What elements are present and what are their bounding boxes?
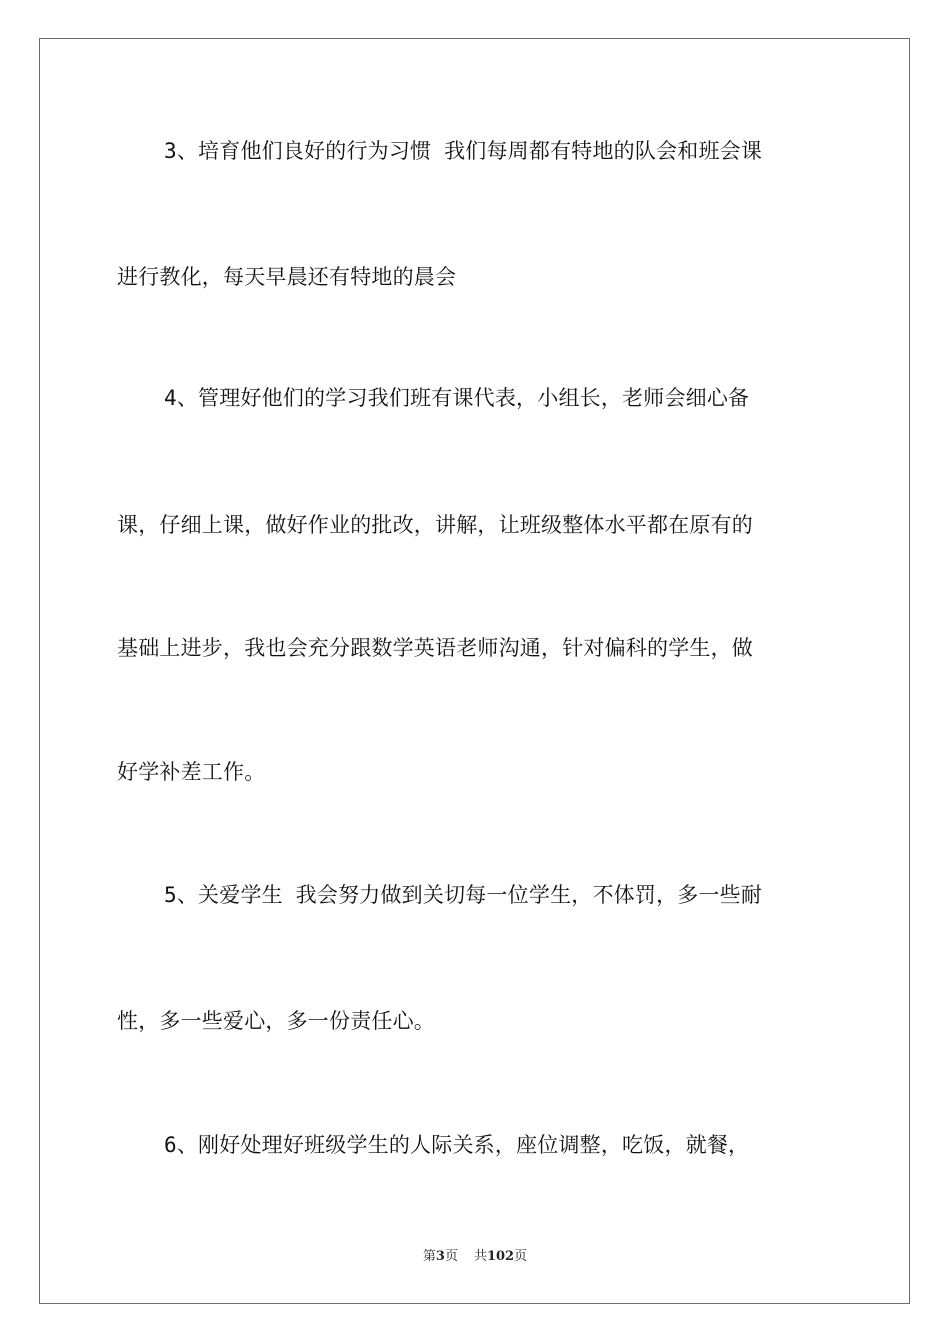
paragraph-3-line-2: 进行教化，每天早晨还有特地的晨会 <box>117 265 457 289</box>
paragraph-4-line-3: 基础上进步，我也会充分跟数学英语老师沟通，针对偏科的学生，做 <box>117 636 753 660</box>
paragraph-4-line-1: 4、管理好他们的学习我们班有课代表，小组长，老师会细心备 <box>164 386 750 410</box>
page-footer <box>0 1245 950 1264</box>
paragraph-5-line-1: 5、关爱学生 我会努力做到关切每一位学生，不体罚，多一些耐 <box>164 883 763 907</box>
page-frame <box>39 38 910 1304</box>
paragraph-6-line-1: 6、刚好处理好班级学生的人际关系，座位调整，吃饭，就餐， <box>164 1133 750 1157</box>
page-prefix: 第 <box>422 1249 436 1264</box>
paragraph-4-line-2: 课，仔细上课，做好作业的批改，讲解，让班级整体水平都在原有的 <box>117 513 753 537</box>
total-suffix: 页 <box>514 1249 528 1264</box>
total-pages: 102 <box>486 1249 515 1264</box>
page-suffix: 页 <box>444 1249 458 1264</box>
page-number: 3 <box>435 1249 445 1264</box>
paragraph-5-line-2: 性，多一些爱心，多一份责任心。 <box>117 1009 435 1033</box>
paragraph-4-line-4: 好学补差工作。 <box>117 760 266 784</box>
paragraph-3-line-1: 3、培育他们良好的行为习惯 我们每周都有特地的队会和班会课 <box>164 139 763 163</box>
total-prefix: 共 <box>473 1249 487 1264</box>
